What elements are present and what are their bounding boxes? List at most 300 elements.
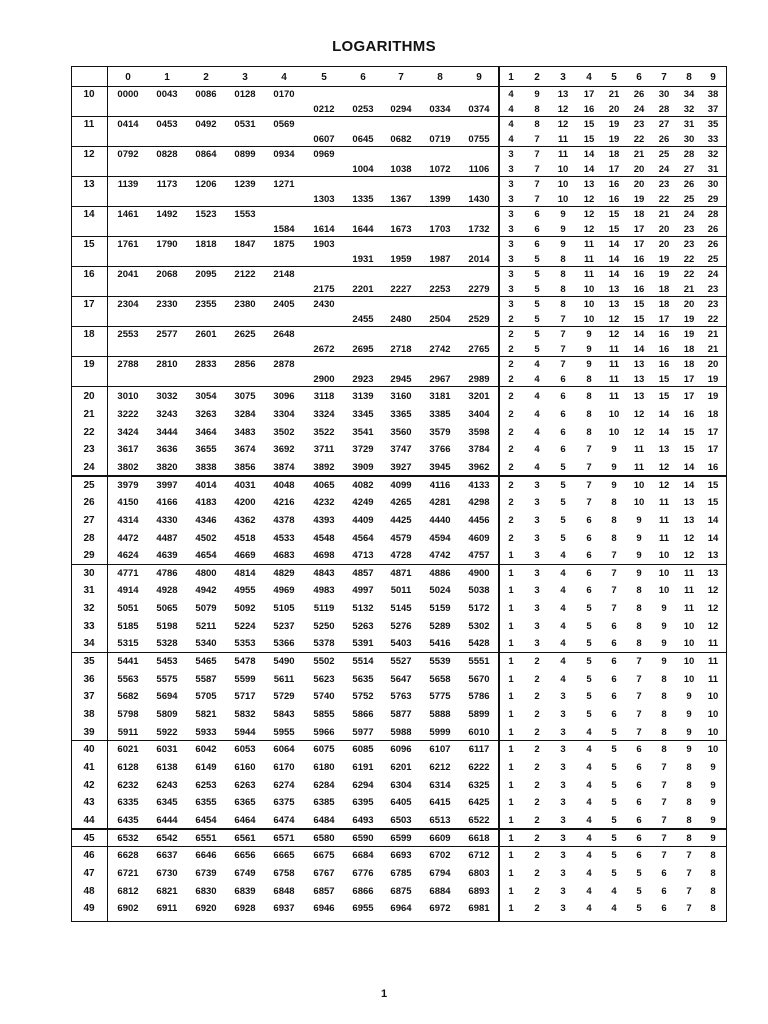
log-value: 3655: [195, 444, 217, 456]
log-value: 6702: [429, 850, 451, 862]
mean-difference: 11: [583, 269, 595, 280]
mean-difference: 3: [560, 761, 566, 773]
mean-difference: 14: [633, 329, 645, 340]
log-value: 3909: [352, 461, 374, 473]
log-value: 6857: [313, 885, 335, 897]
log-value: 4133: [468, 479, 490, 491]
mean-difference: 9: [686, 726, 692, 738]
mean-difference: 6: [636, 832, 642, 844]
mean-difference: 5: [560, 532, 566, 544]
log-value: 5024: [429, 585, 451, 597]
log-value: 6444: [156, 814, 178, 826]
log-value: 2480: [390, 313, 412, 325]
log-value: 3820: [156, 461, 178, 473]
mean-difference: 22: [683, 269, 695, 280]
log-value: 4871: [390, 567, 412, 579]
mean-difference: 5: [611, 832, 617, 844]
mean-difference: 4: [611, 903, 617, 915]
mean-difference: 10: [658, 550, 670, 562]
log-value: 6180: [313, 761, 335, 773]
log-value: 2279: [468, 283, 490, 295]
mean-difference: 8: [686, 832, 692, 844]
mean-difference: 3: [534, 514, 540, 526]
mean-difference: 12: [557, 103, 569, 115]
log-value: 6385: [313, 797, 335, 809]
row-label: 14: [83, 209, 95, 220]
log-value: 5944: [234, 726, 256, 738]
mean-difference: 8: [586, 373, 592, 385]
log-value: 2405: [273, 299, 295, 310]
log-value: 5465: [195, 656, 217, 668]
mean-difference: 1: [508, 797, 514, 809]
row-label: 45: [83, 832, 95, 844]
mean-difference: 28: [683, 149, 695, 160]
log-value: 4548: [313, 532, 335, 544]
log-value: 5717: [234, 691, 256, 703]
mean-difference: 17: [608, 163, 620, 175]
log-value: 3802: [117, 461, 139, 473]
mean-difference: 16: [633, 253, 645, 265]
mean-difference: 8: [710, 885, 716, 897]
mean-difference: 2: [508, 359, 514, 370]
row-label: 35: [83, 656, 95, 668]
mean-difference: 4: [586, 814, 592, 826]
log-value: 5752: [352, 691, 374, 703]
log-value: 0294: [390, 103, 412, 115]
mean-difference: 1: [508, 603, 514, 615]
row-label: 42: [83, 779, 95, 791]
mean-difference: 4: [586, 726, 592, 738]
mean-difference: 19: [683, 329, 695, 340]
log-value: 6513: [429, 814, 451, 826]
mean-difference: 8: [636, 638, 642, 650]
mean-difference: 1: [508, 779, 514, 791]
mean-difference: 23: [658, 179, 670, 190]
mean-difference: 17: [707, 426, 719, 438]
log-value: 5453: [156, 656, 178, 668]
log-value: 6794: [429, 867, 451, 879]
mean-difference: 13: [658, 444, 670, 456]
mean-difference: 1: [508, 744, 514, 756]
mean-difference: 6: [534, 239, 540, 250]
mean-difference: 16: [658, 329, 670, 340]
mean-difference: 11: [633, 461, 645, 473]
mean-difference: 14: [683, 479, 695, 491]
mean-difference: 2: [534, 656, 540, 668]
mean-difference: 7: [661, 761, 667, 773]
mean-difference: 7: [686, 885, 692, 897]
mean-difference: 8: [661, 726, 667, 738]
log-value: 6355: [195, 797, 217, 809]
mean-difference: 8: [586, 391, 592, 403]
mean-difference: 18: [633, 209, 645, 220]
mean-difference: 9: [560, 223, 566, 235]
mean-difference: 7: [636, 656, 642, 668]
mean-difference: 9: [661, 656, 667, 668]
mean-difference: 13: [557, 89, 569, 100]
log-value: 2455: [352, 313, 374, 325]
row-divider: [72, 564, 726, 565]
mean-difference: 21: [707, 329, 719, 340]
log-value: 5658: [429, 673, 451, 685]
mean-difference: 19: [658, 269, 670, 280]
log-value: 5694: [156, 691, 178, 703]
mean-difference: 7: [586, 479, 592, 491]
mean-difference: 4: [586, 867, 592, 879]
mean-difference: 8: [710, 867, 716, 879]
row-divider: [72, 236, 726, 237]
mean-difference: 10: [683, 673, 695, 685]
mean-difference: 11: [608, 359, 620, 370]
mean-difference: 22: [658, 193, 670, 205]
log-value: 5988: [390, 726, 412, 738]
log-value: 6484: [313, 814, 335, 826]
mean-difference: 11: [707, 638, 719, 650]
mean-difference: 25: [658, 149, 670, 160]
mean-difference: 37: [707, 103, 719, 115]
column-header: 0: [125, 71, 131, 83]
row-label: 33: [83, 620, 95, 632]
mean-difference: 24: [683, 209, 695, 220]
log-value: 6532: [117, 832, 139, 844]
row-divider: [72, 326, 726, 327]
row-label: 12: [83, 149, 95, 160]
log-value: 6454: [195, 814, 217, 826]
log-value: 1239: [234, 179, 256, 190]
mean-difference: 16: [707, 461, 719, 473]
log-value: 0414: [117, 119, 139, 130]
log-value: 6222: [468, 761, 490, 773]
log-value: 6314: [429, 779, 451, 791]
log-value: 2330: [156, 299, 178, 310]
log-value: 2601: [195, 329, 217, 340]
row-label: 20: [83, 391, 95, 403]
log-value: 2529: [468, 313, 490, 325]
mean-difference: 5: [611, 761, 617, 773]
log-value: 4456: [468, 514, 490, 526]
row-label: 13: [83, 179, 95, 190]
mean-difference: 1: [508, 656, 514, 668]
mean-difference: 4: [586, 744, 592, 756]
log-value: 3747: [390, 444, 412, 456]
log-value: 4346: [195, 514, 217, 526]
row-label: 41: [83, 761, 95, 773]
mean-difference: 20: [658, 223, 670, 235]
mean-difference: 18: [707, 408, 719, 420]
mean-difference: 9: [661, 638, 667, 650]
log-value: 5289: [429, 620, 451, 632]
log-value: 6599: [390, 832, 412, 844]
mean-difference: 5: [636, 885, 642, 897]
log-value: 6946: [313, 903, 335, 915]
mean-difference: 32: [707, 149, 719, 160]
log-value: 1430: [468, 193, 490, 205]
mean-difference: 9: [686, 709, 692, 721]
log-value: 6232: [117, 779, 139, 791]
column-header: 7: [398, 71, 404, 83]
column-header: 8: [437, 71, 443, 83]
mean-difference: 17: [658, 313, 670, 325]
log-value: 6767: [313, 867, 335, 879]
mean-difference: 8: [661, 709, 667, 721]
log-value: 5315: [117, 638, 139, 650]
log-value: 4624: [117, 550, 139, 562]
mean-difference: 5: [560, 479, 566, 491]
log-value: 6911: [156, 903, 178, 915]
log-value: 6128: [117, 761, 139, 773]
log-value: 5132: [352, 603, 374, 615]
mean-difference: 17: [683, 391, 695, 403]
mean-difference: 14: [608, 239, 620, 250]
mean-difference: 4: [560, 567, 566, 579]
mean-difference: 20: [633, 163, 645, 175]
mean-difference: 6: [636, 814, 642, 826]
log-value: 5353: [234, 638, 256, 650]
mean-difference: 4: [534, 359, 540, 370]
log-value: 4857: [352, 567, 374, 579]
mean-difference: 3: [508, 223, 514, 235]
log-value: 5786: [468, 691, 490, 703]
mean-difference: 9: [686, 744, 692, 756]
log-value: 4200: [234, 497, 256, 509]
log-value: 3617: [117, 444, 139, 456]
mean-difference: 14: [658, 408, 670, 420]
mean-difference: 8: [661, 744, 667, 756]
mean-difference: 12: [658, 479, 670, 491]
mean-difference: 15: [583, 133, 595, 145]
log-value: 5527: [390, 656, 412, 668]
mean-difference: 35: [707, 119, 719, 130]
mean-difference: 4: [560, 550, 566, 562]
mean-difference: 2: [534, 744, 540, 756]
mean-difference: 14: [683, 461, 695, 473]
log-value: 4472: [117, 532, 139, 544]
log-value: 6875: [390, 885, 412, 897]
mean-difference: 12: [707, 585, 719, 597]
mean-difference: 11: [608, 391, 620, 403]
mean-difference: 8: [661, 673, 667, 685]
log-value: 2553: [117, 329, 139, 340]
mean-difference: 11: [683, 585, 695, 597]
log-value: 6064: [273, 744, 295, 756]
mean-difference: 3: [534, 603, 540, 615]
mean-difference: 14: [658, 426, 670, 438]
log-value: 5378: [313, 638, 335, 650]
row-label: 49: [83, 903, 95, 915]
mean-difference: 1: [508, 885, 514, 897]
mean-difference: 15: [707, 479, 719, 491]
mean-difference: 15: [658, 391, 670, 403]
mean-difference: 6: [661, 885, 667, 897]
mean-difference: 15: [658, 373, 670, 385]
log-value: 6503: [390, 814, 412, 826]
mean-difference: 11: [707, 656, 719, 668]
mean-difference: 5: [534, 269, 540, 280]
log-value: 4116: [429, 479, 451, 491]
log-value: 6474: [273, 814, 295, 826]
mean-difference: 5: [611, 814, 617, 826]
log-value: 5237: [273, 620, 295, 632]
mean-difference: 34: [683, 89, 695, 100]
mean-difference: 21: [658, 209, 670, 220]
mean-difference: 11: [557, 133, 569, 145]
mean-difference: 13: [608, 299, 620, 310]
mean-difference: 6: [586, 585, 592, 597]
log-value: 5966: [313, 726, 335, 738]
row-label: 17: [83, 299, 95, 310]
mean-difference: 1: [508, 903, 514, 915]
mean-difference: 11: [683, 603, 695, 615]
log-value: 4771: [117, 567, 139, 579]
mean-difference: 2: [534, 903, 540, 915]
log-value: 3404: [468, 408, 490, 420]
mean-difference: 9: [611, 479, 617, 491]
log-value: 4409: [352, 514, 374, 526]
row-label: 37: [83, 691, 95, 703]
log-value: 2900: [313, 373, 335, 385]
row-label: 22: [83, 426, 95, 438]
mean-difference: 4: [560, 638, 566, 650]
mean-difference: 9: [710, 832, 716, 844]
mean-difference: 5: [611, 867, 617, 879]
mean-difference: 4: [560, 620, 566, 632]
mean-difference: 3: [560, 744, 566, 756]
mean-difference: 7: [560, 313, 566, 325]
mean-difference: 14: [707, 514, 719, 526]
log-value: 5977: [352, 726, 374, 738]
mean-difference: 7: [534, 193, 540, 205]
mean-difference: 9: [661, 620, 667, 632]
log-value: 2989: [468, 373, 490, 385]
log-value: 2695: [352, 343, 374, 355]
mean-difference: 10: [658, 567, 670, 579]
log-value: 6830: [195, 885, 217, 897]
mean-difference: 25: [683, 193, 695, 205]
mean-difference: 13: [633, 373, 645, 385]
log-value: 5599: [234, 673, 256, 685]
log-value: 4814: [234, 567, 256, 579]
log-value: 4914: [117, 585, 139, 597]
log-value: 5340: [195, 638, 217, 650]
row-label: 34: [83, 638, 95, 650]
log-value: 3345: [352, 408, 374, 420]
mean-difference: 1: [508, 550, 514, 562]
row-label: 11: [83, 119, 95, 130]
mean-difference: 2: [534, 797, 540, 809]
mean-difference: 13: [707, 567, 719, 579]
log-value: 5611: [273, 673, 295, 685]
mean-difference: 16: [683, 408, 695, 420]
mean-difference: 7: [661, 814, 667, 826]
log-value: 6493: [352, 814, 374, 826]
log-value: 0969: [313, 149, 335, 160]
mean-difference: 17: [583, 89, 595, 100]
mean-difference: 7: [611, 603, 617, 615]
mean-difference: 10: [683, 620, 695, 632]
log-value: 2945: [390, 373, 412, 385]
mean-difference: 28: [658, 103, 670, 115]
mean-difference: 1: [508, 620, 514, 632]
log-value: 3464: [195, 426, 217, 438]
mean-difference: 12: [583, 223, 595, 235]
mean-difference: 25: [707, 253, 719, 265]
mean-difference: 5: [611, 744, 617, 756]
mean-difference: 4: [586, 832, 592, 844]
log-value: 6812: [117, 885, 139, 897]
difference-header: 7: [661, 71, 667, 83]
mean-difference: 12: [707, 603, 719, 615]
log-value: 0792: [117, 149, 139, 160]
log-value: 2014: [468, 253, 490, 265]
log-value: 6571: [273, 832, 295, 844]
mean-difference: 14: [583, 149, 595, 160]
mean-difference: 1: [508, 567, 514, 579]
mean-difference: 8: [686, 814, 692, 826]
mean-difference: 3: [560, 814, 566, 826]
mean-difference: 4: [534, 426, 540, 438]
log-value: 5198: [156, 620, 178, 632]
log-value: 6981: [468, 903, 490, 915]
mean-difference: 23: [633, 119, 645, 130]
mean-difference: 5: [586, 656, 592, 668]
mean-difference: 22: [633, 133, 645, 145]
mean-difference: 15: [583, 119, 595, 130]
log-value: 3874: [273, 461, 295, 473]
log-value: 1644: [352, 223, 374, 235]
mean-difference: 7: [586, 497, 592, 509]
log-value: 2878: [273, 359, 295, 370]
log-value: 0253: [352, 103, 374, 115]
log-value: 4183: [195, 497, 217, 509]
log-value: 2577: [156, 329, 178, 340]
mean-difference: 3: [534, 638, 540, 650]
mean-difference: 5: [586, 709, 592, 721]
log-value: 4698: [313, 550, 335, 562]
log-value: 3560: [390, 426, 412, 438]
log-value: 1173: [156, 179, 178, 190]
log-value: 6274: [273, 779, 295, 791]
mean-difference: 8: [661, 691, 667, 703]
row-divider: [72, 176, 726, 177]
mean-difference: 7: [534, 149, 540, 160]
log-value: 6866: [352, 885, 374, 897]
mean-difference: 4: [560, 603, 566, 615]
mean-difference: 12: [683, 550, 695, 562]
mean-difference: 10: [608, 408, 620, 420]
log-value: 4393: [313, 514, 335, 526]
mean-difference: 30: [683, 133, 695, 145]
log-value: 2742: [429, 343, 451, 355]
mean-difference: 8: [636, 603, 642, 615]
mean-difference: 22: [707, 313, 719, 325]
mean-difference: 24: [633, 103, 645, 115]
log-value: 6609: [429, 832, 451, 844]
log-value: 2504: [429, 313, 451, 325]
log-value: 0899: [234, 149, 256, 160]
mean-difference: 13: [633, 359, 645, 370]
log-value: 4216: [273, 497, 295, 509]
mean-difference: 23: [683, 239, 695, 250]
mean-difference: 9: [661, 603, 667, 615]
log-value: 0170: [273, 89, 295, 100]
log-value: 3424: [117, 426, 139, 438]
log-value: 1761: [117, 239, 139, 250]
mean-difference: 17: [633, 239, 645, 250]
column-header: 6: [360, 71, 366, 83]
row-label: 27: [83, 514, 95, 526]
mean-difference: 7: [636, 726, 642, 738]
mean-difference: 13: [608, 283, 620, 295]
